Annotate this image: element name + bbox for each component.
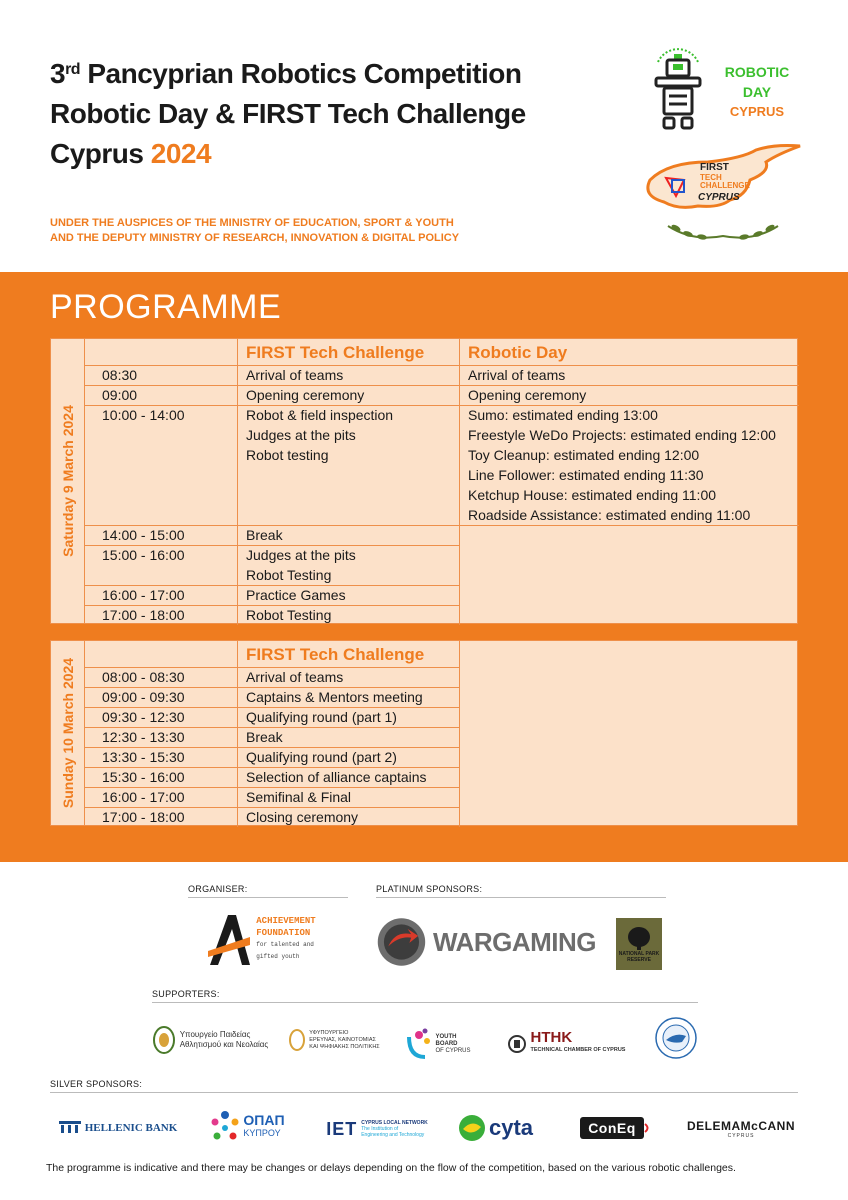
cyprus-emblem-small-icon	[288, 1028, 306, 1052]
day1-rd-item: Sumo: estimated ending 13:00	[468, 407, 658, 423]
day2-ftc-item: Selection of alliance captains	[246, 769, 427, 785]
day1-label: Saturday 9 March 2024	[59, 405, 76, 557]
robot-icon	[648, 46, 708, 134]
silver-label: SILVER SPONSORS:	[50, 1079, 143, 1089]
hellenic-bank-icon	[59, 1121, 81, 1135]
coneq-logo: ConEq	[576, 1114, 656, 1142]
achievement-foundation-logo: ACHIEVEMENT FOUNDATION for talented and gifted youth	[186, 908, 336, 970]
day1-ftc-item: Robot & field inspection	[246, 407, 394, 423]
ftc-cyprus-logo	[638, 140, 808, 248]
day2-time: 08:00 - 08:30	[102, 669, 185, 685]
platinum-label: PLATINUM SPONSORS:	[376, 884, 483, 894]
robotic-day-logo-text: ROBOTIC DAY CYPRUS	[724, 64, 790, 119]
day1-ftc-item: Arrival of teams	[246, 367, 344, 383]
deputy-ministry-research-logo: ΥΦΥΠΟΥΡΓΕΙΟ ΕΡΕΥΝΑΣ, ΚΑΙΝΟΤΟΜΙΑΣ ΚΑΙ ΨΗΦΙΑΚΗΣ ΠΟΛΙΤΙΚΗΣ	[284, 1018, 384, 1062]
day2-time: 09:00 - 09:30	[102, 689, 185, 705]
day2-time: 13:30 - 15:30	[102, 749, 185, 765]
title-line-3: Cyprus 2024	[50, 138, 212, 169]
day1-rd-item: Roadside Assistance: estimated ending 11:00	[468, 507, 751, 523]
supporters-label: SUPPORTERS:	[152, 989, 220, 999]
day1-rd-item: Arrival of teams	[468, 367, 566, 383]
association-emblem-icon	[654, 1016, 698, 1060]
day1-rd-item: Toy Cleanup: estimated ending 12:00	[468, 447, 700, 463]
day1-ftc-item: Robot Testing	[246, 567, 332, 583]
day2-ftc-item: Semifinal & Final	[246, 789, 352, 805]
opap-icon	[209, 1110, 241, 1144]
day1-ftc-item: Opening ceremony	[246, 387, 365, 403]
day2-ftc-item: Captains & Mentors meeting	[246, 689, 423, 705]
elephant-icon	[624, 925, 654, 951]
programme-title: PROGRAMME	[50, 288, 282, 326]
day1-rd-item: Line Follower: estimated ending 11:30	[468, 467, 704, 483]
day2-time: 17:00 - 18:00	[102, 809, 185, 825]
day1-ftc-item: Robot testing	[246, 447, 329, 463]
day1-time: 14:00 - 15:00	[102, 527, 185, 543]
day2-time: 12:30 - 13:30	[102, 729, 185, 745]
event-title	[50, 54, 630, 174]
achievement-a-icon	[206, 911, 252, 967]
day2-ftc-item: Closing ceremony	[246, 809, 359, 825]
day1-rd-item: Freestyle WeDo Projects: estimated ending 12:00	[468, 427, 776, 443]
cyprus-emblem-icon	[152, 1025, 176, 1055]
ministry-education-logo: Υπουργείο Παιδείας Αθλητισμού και Νεολαίας	[150, 1018, 270, 1062]
delema-mccann-logo: DELEMAMcCANN CYPRUS	[687, 1119, 795, 1139]
title-line-2: Robotic Day & FIRST Tech Challenge	[50, 98, 526, 129]
day1-time: 10:00 - 14:00	[102, 407, 185, 423]
hellenic-bank-logo: HELLENIC BANK	[48, 1114, 188, 1142]
day1-time: 09:00	[102, 387, 138, 403]
day1-ftc-item: Practice Games	[246, 587, 346, 603]
day1-ftc-item: Judges at the pits	[246, 427, 356, 443]
svg-text:TECH: TECH	[700, 173, 722, 182]
cyta-logo: cyta	[450, 1110, 540, 1146]
day2-header-ftc: FIRST Tech Challenge	[246, 645, 425, 664]
day1-ftc-item: Break	[246, 527, 283, 543]
svg-text:CYPRUS: CYPRUS	[698, 192, 740, 203]
day1-ftc-item: Judges at the pits	[246, 547, 356, 563]
day2-ftc-item: Qualifying round (part 1)	[246, 709, 397, 725]
wargaming-logo: WARGAMING	[376, 912, 596, 972]
national-park-reserve-logo: NATIONAL PARK RESERVE	[616, 918, 662, 970]
day2-label-bar	[51, 641, 85, 825]
day2-schedule-table	[50, 640, 798, 826]
day1-rd-item: Opening ceremony	[468, 387, 587, 403]
etek-emblem-icon	[507, 1034, 527, 1054]
youth-board-logo: YOUTH BOARD OF CYPRUS	[400, 1018, 476, 1070]
cyta-icon	[457, 1113, 487, 1143]
day1-rd-item: Ketchup House: estimated ending 11:00	[468, 487, 717, 503]
day2-time: 15:30 - 16:00	[102, 769, 185, 785]
wargaming-icon	[376, 913, 427, 971]
auspices-note: UNDER THE AUSPICES OF THE MINISTRY OF EDUCATION, SPORT & YOUTH AND THE DEPUTY MINISTRY OF RESEARCH, INNOVATION & DIGITAL POLICY	[50, 217, 460, 244]
day1-time: 08:30	[102, 367, 138, 383]
day1-ftc-item: Robot Testing	[246, 607, 332, 623]
svg-text:FIRST: FIRST	[700, 162, 729, 173]
day2-ftc-item: Arrival of teams	[246, 669, 344, 685]
svg-text:CHALLENGE: CHALLENGE	[700, 181, 750, 190]
day1-time: 16:00 - 17:00	[102, 587, 185, 603]
day1-header-robotic-day: Robotic Day	[468, 343, 568, 362]
youth-board-icon	[405, 1027, 433, 1061]
day1-header-ftc: FIRST Tech Challenge	[246, 343, 425, 362]
footer-disclaimer: The programme is indicative and there may be changes or delays depending on the flow of the competition, based on the various robotic challenges.	[46, 1162, 736, 1174]
day2-ftc-item: Break	[246, 729, 283, 745]
day2-time: 16:00 - 17:00	[102, 789, 185, 805]
title-line-1: 3rd Pancyprian Robotics Competition	[50, 58, 522, 89]
day1-schedule-table	[50, 338, 798, 624]
day2-label: Sunday 10 March 2024	[59, 657, 76, 809]
day2-time: 09:30 - 12:30	[102, 709, 185, 725]
day1-time: 15:00 - 16:00	[102, 547, 185, 563]
day1-label-bar	[51, 339, 85, 623]
day1-time: 17:00 - 18:00	[102, 607, 185, 623]
technical-chamber-logo: ΗΤΗΚ TECHNICAL CHAMBER OF CYPRUS	[500, 1024, 632, 1064]
iet-logo: IET CYPRUS LOCAL NETWORK The Institution of Engineering and Technology	[326, 1118, 428, 1139]
day2-ftc-item: Qualifying round (part 2)	[246, 749, 397, 765]
coneq-signal-icon	[644, 1122, 652, 1134]
organiser-label: ORGANISER:	[188, 884, 248, 894]
opap-logo: ΟΠΑΠ ΚΥΠΡΟΥ	[202, 1106, 292, 1148]
